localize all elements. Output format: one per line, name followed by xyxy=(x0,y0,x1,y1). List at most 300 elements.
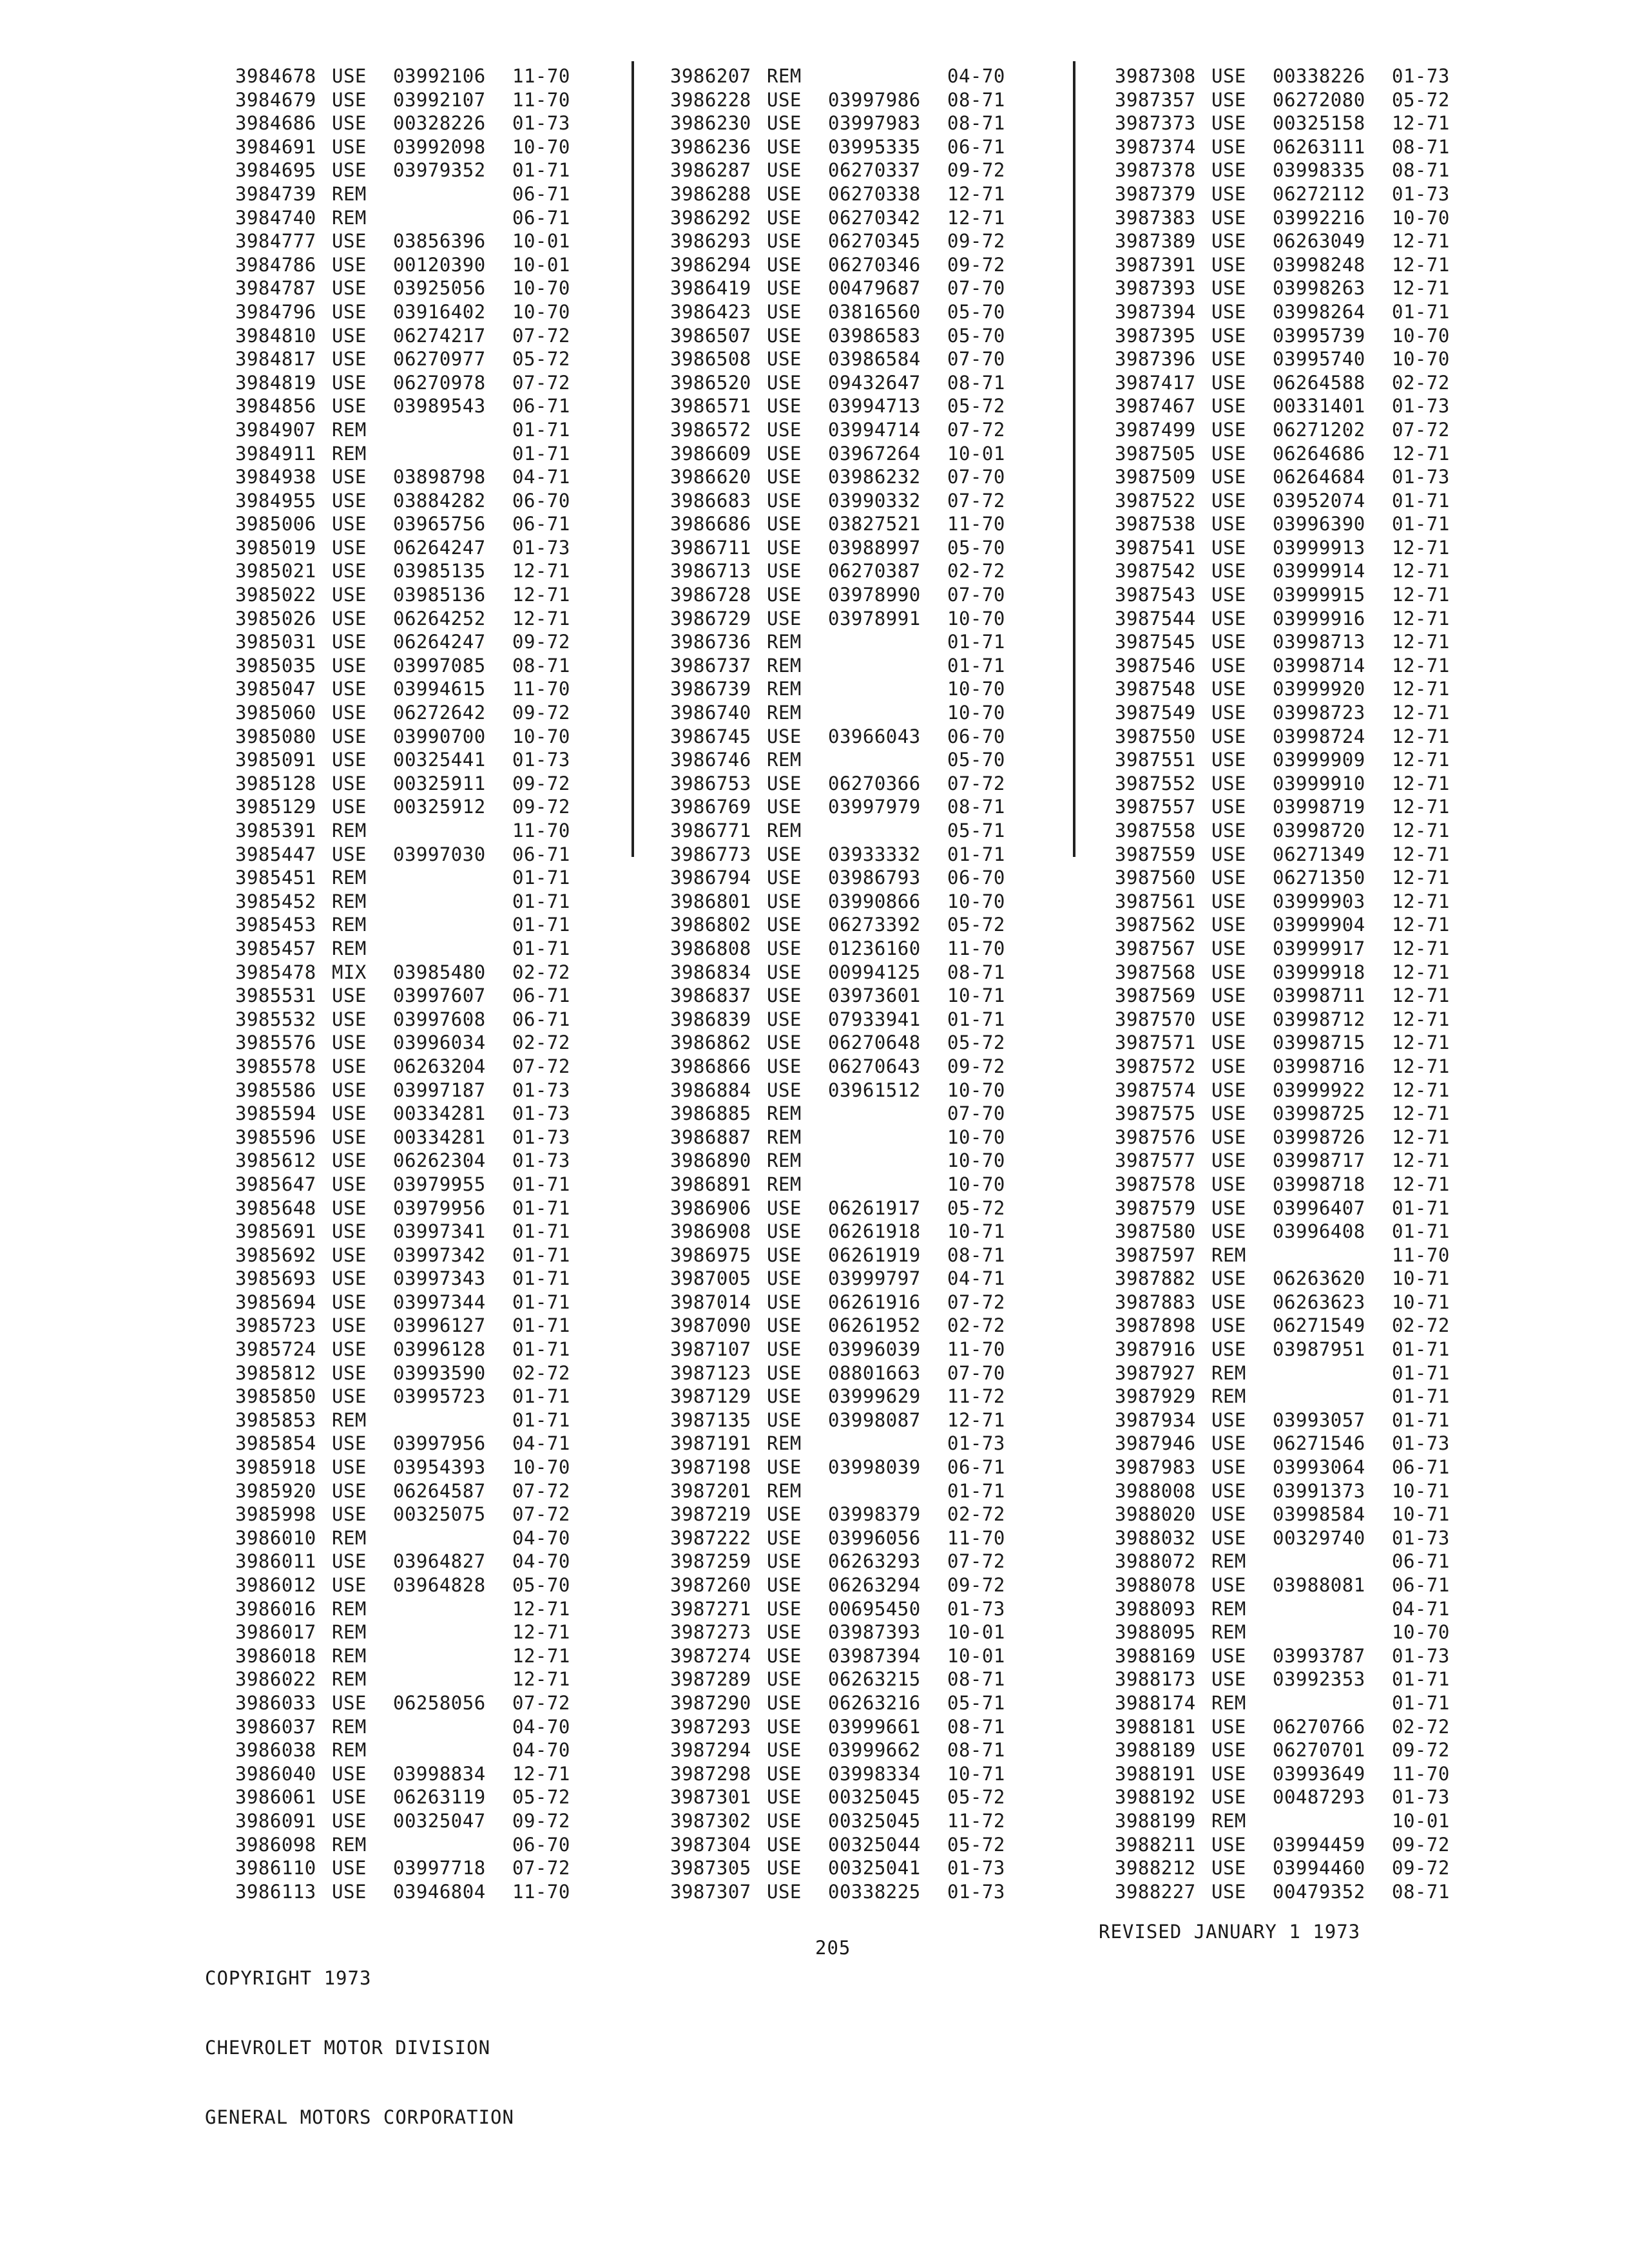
action-code: REM xyxy=(767,820,802,841)
replacement-part-number: 03998335 xyxy=(1273,159,1365,182)
effective-date: 08-71 xyxy=(1392,135,1450,158)
effective-date: 11-70 xyxy=(947,1526,1005,1549)
part-number: 3986040 xyxy=(235,1762,316,1785)
table-row xyxy=(1115,866,1463,890)
replacement-part-number: 06272080 xyxy=(1273,88,1365,111)
action-code: REM xyxy=(1211,1691,1246,1714)
effective-date: 01-71 xyxy=(1392,513,1450,535)
effective-date: 10-01 xyxy=(947,1644,1005,1667)
table-row xyxy=(670,442,1018,466)
table-row xyxy=(235,1196,583,1220)
effective-date: 06-71 xyxy=(1392,1456,1450,1479)
action-code: USE xyxy=(767,1032,802,1054)
table-row xyxy=(235,206,583,230)
replacement-part-number: 03987951 xyxy=(1273,1338,1365,1361)
effective-date: 05-72 xyxy=(947,914,1005,936)
table-row xyxy=(235,1149,583,1173)
action-code: REM xyxy=(767,1102,802,1125)
table-row xyxy=(235,394,583,418)
replacement-part-number: 03987393 xyxy=(828,1621,921,1644)
table-row xyxy=(235,324,583,348)
table-row xyxy=(235,1432,583,1456)
effective-date: 12-71 xyxy=(1392,654,1450,677)
replacement-part-number: 03992216 xyxy=(1273,206,1365,229)
table-row xyxy=(1115,159,1463,182)
action-code: USE xyxy=(767,584,802,606)
part-number: 3987273 xyxy=(670,1621,751,1644)
part-number: 3986230 xyxy=(670,112,751,135)
replacement-part-number: 03997030 xyxy=(393,843,486,865)
part-number: 3984938 xyxy=(235,466,316,488)
replacement-part-number: 06270766 xyxy=(1273,1715,1365,1738)
action-code: USE xyxy=(1211,1880,1246,1903)
replacement-part-number: 03986793 xyxy=(828,867,921,889)
table-row xyxy=(235,88,583,112)
part-number: 3987522 xyxy=(1115,489,1196,512)
table-row xyxy=(1115,630,1463,654)
table-row xyxy=(670,772,1018,796)
action-code: USE xyxy=(767,1291,802,1313)
replacement-part-number: 06261916 xyxy=(828,1291,921,1313)
part-number: 3986773 xyxy=(670,843,751,865)
table-row xyxy=(1115,182,1463,206)
table-row xyxy=(670,1173,1018,1196)
part-number: 3988212 xyxy=(1115,1857,1196,1879)
replacement-part-number: 03986232 xyxy=(828,466,921,488)
replacement-part-number: 03990866 xyxy=(828,890,921,912)
table-row xyxy=(670,1597,1018,1621)
effective-date: 06-71 xyxy=(512,513,570,535)
replacement-part-number: 06263216 xyxy=(828,1691,921,1714)
table-row xyxy=(1115,1785,1463,1809)
part-number: 3985060 xyxy=(235,702,316,724)
replacement-part-number: 00325045 xyxy=(828,1809,921,1832)
replacement-part-number: 06270346 xyxy=(828,253,921,276)
effective-date: 01-73 xyxy=(947,1432,1005,1455)
table-row xyxy=(1115,654,1463,678)
replacement-part-number: 03816560 xyxy=(828,300,921,323)
effective-date: 12-71 xyxy=(1392,1173,1450,1195)
action-code: USE xyxy=(1211,1739,1246,1762)
part-number: 3987307 xyxy=(670,1880,751,1903)
part-number: 3987927 xyxy=(1115,1361,1196,1384)
replacement-part-number: 03985135 xyxy=(393,560,486,582)
action-code: USE xyxy=(332,1361,367,1384)
part-number: 3987568 xyxy=(1115,961,1196,983)
effective-date: 01-71 xyxy=(512,1385,570,1408)
part-number: 3987090 xyxy=(670,1314,751,1337)
action-code: USE xyxy=(1211,536,1246,559)
effective-date: 05-72 xyxy=(947,1032,1005,1054)
replacement-part-number: 03994459 xyxy=(1273,1833,1365,1856)
effective-date: 12-71 xyxy=(1392,584,1450,606)
table-row xyxy=(235,1597,583,1621)
replacement-part-number: 06261952 xyxy=(828,1314,921,1337)
part-number: 3986753 xyxy=(670,772,751,794)
action-code: USE xyxy=(767,1833,802,1856)
replacement-part-number: 03898798 xyxy=(393,466,486,488)
part-number: 3986908 xyxy=(670,1220,751,1243)
replacement-part-number: 03993649 xyxy=(1273,1762,1365,1785)
action-code: USE xyxy=(767,1338,802,1361)
effective-date: 10-01 xyxy=(947,1621,1005,1644)
table-row xyxy=(670,725,1018,749)
action-code: USE xyxy=(1211,1291,1246,1313)
table-row xyxy=(235,630,583,654)
replacement-part-number: 03990700 xyxy=(393,725,486,747)
table-row xyxy=(1115,1597,1463,1621)
table-row xyxy=(670,748,1018,772)
replacement-part-number: 06264247 xyxy=(393,536,486,559)
part-number: 3986808 xyxy=(670,937,751,959)
action-code: REM xyxy=(767,631,802,653)
part-number: 3984819 xyxy=(235,371,316,394)
replacement-part-number: 03994713 xyxy=(828,395,921,418)
table-row xyxy=(670,1338,1018,1361)
part-number: 3984796 xyxy=(235,300,316,323)
action-code: USE xyxy=(767,159,802,182)
part-number: 3985594 xyxy=(235,1102,316,1125)
effective-date: 02-72 xyxy=(947,560,1005,582)
part-number: 3988078 xyxy=(1115,1574,1196,1596)
replacement-part-number: 03997342 xyxy=(393,1244,486,1266)
table-row xyxy=(235,1102,583,1126)
part-number: 3987374 xyxy=(1115,135,1196,158)
part-number: 3987574 xyxy=(1115,1079,1196,1101)
part-number: 3987550 xyxy=(1115,725,1196,747)
action-code: USE xyxy=(1211,1715,1246,1738)
table-row xyxy=(1115,1079,1463,1102)
effective-date: 12-71 xyxy=(1392,1126,1450,1148)
part-number: 3988191 xyxy=(1115,1762,1196,1785)
action-code: USE xyxy=(332,1102,367,1125)
effective-date: 05-72 xyxy=(947,1833,1005,1856)
part-number: 3984739 xyxy=(235,182,316,205)
action-code: USE xyxy=(767,513,802,535)
replacement-part-number: 06263215 xyxy=(828,1668,921,1691)
part-number: 3984911 xyxy=(235,442,316,465)
action-code: REM xyxy=(332,206,367,229)
table-row xyxy=(235,1220,583,1244)
replacement-part-number: 03979955 xyxy=(393,1173,486,1195)
replacement-part-number: 03996039 xyxy=(828,1338,921,1361)
table-row xyxy=(1115,253,1463,277)
action-code: USE xyxy=(767,371,802,394)
table-row xyxy=(235,1762,583,1786)
part-number: 3987129 xyxy=(670,1385,751,1408)
part-number: 3987389 xyxy=(1115,230,1196,253)
effective-date: 08-71 xyxy=(947,88,1005,111)
table-row xyxy=(670,1008,1018,1032)
table-row xyxy=(1115,1432,1463,1456)
effective-date: 11-70 xyxy=(512,678,570,700)
replacement-part-number: 03999797 xyxy=(828,1267,921,1290)
effective-date: 01-71 xyxy=(1392,1196,1450,1219)
table-row xyxy=(235,1173,583,1196)
table-row xyxy=(1115,1361,1463,1385)
column-divider-1 xyxy=(631,61,634,857)
table-row xyxy=(670,418,1018,442)
action-code: USE xyxy=(767,206,802,229)
action-code: USE xyxy=(767,88,802,111)
effective-date: 11-70 xyxy=(1392,1762,1450,1785)
effective-date: 01-71 xyxy=(512,442,570,465)
part-number: 3986091 xyxy=(235,1809,316,1832)
replacement-part-number: 06270345 xyxy=(828,230,921,253)
replacement-part-number: 03999922 xyxy=(1273,1079,1365,1101)
action-code: USE xyxy=(767,1008,802,1030)
table-row xyxy=(1115,1314,1463,1338)
effective-date: 08-71 xyxy=(1392,159,1450,182)
part-number: 3986061 xyxy=(235,1786,316,1809)
effective-date: 09-72 xyxy=(1392,1833,1450,1856)
table-row xyxy=(235,111,583,135)
action-code: USE xyxy=(1211,300,1246,323)
part-number: 3985022 xyxy=(235,584,316,606)
action-code: USE xyxy=(332,1385,367,1408)
part-number: 3985129 xyxy=(235,796,316,818)
table-row xyxy=(1115,1408,1463,1432)
action-code: USE xyxy=(332,159,367,182)
action-code: USE xyxy=(1211,324,1246,347)
effective-date: 04-71 xyxy=(512,1432,570,1455)
table-row xyxy=(670,182,1018,206)
effective-date: 07-72 xyxy=(512,1857,570,1879)
replacement-part-number: 03995740 xyxy=(1273,348,1365,370)
table-row xyxy=(1115,1149,1463,1173)
action-code: REM xyxy=(332,1668,367,1691)
table-row xyxy=(235,442,583,466)
table-row xyxy=(235,64,583,88)
part-number: 3985391 xyxy=(235,820,316,841)
effective-date: 12-71 xyxy=(512,1762,570,1785)
effective-date: 05-72 xyxy=(512,1786,570,1809)
action-code: USE xyxy=(332,230,367,253)
action-code: USE xyxy=(332,536,367,559)
table-row xyxy=(235,1503,583,1526)
action-code: USE xyxy=(1211,135,1246,158)
effective-date: 12-71 xyxy=(512,560,570,582)
replacement-part-number: 06263623 xyxy=(1273,1291,1365,1313)
part-number: 3984695 xyxy=(235,159,316,182)
effective-date: 01-71 xyxy=(512,1244,570,1266)
table-row xyxy=(235,1385,583,1408)
replacement-part-number: 06263293 xyxy=(828,1550,921,1573)
action-code: USE xyxy=(767,1408,802,1431)
action-code: USE xyxy=(767,135,802,158)
copyright-line-1: COPYRIGHT 1973 xyxy=(205,1967,372,1989)
part-number: 3987946 xyxy=(1115,1432,1196,1455)
effective-date: 04-70 xyxy=(512,1715,570,1738)
table-row xyxy=(235,1361,583,1385)
effective-date: 12-71 xyxy=(512,1644,570,1667)
table-row xyxy=(670,890,1018,914)
action-code: USE xyxy=(1211,1196,1246,1219)
part-number: 3987293 xyxy=(670,1715,751,1738)
action-code: USE xyxy=(1211,1503,1246,1526)
part-number: 3987572 xyxy=(1115,1055,1196,1077)
action-code: USE xyxy=(332,466,367,488)
action-code: REM xyxy=(1211,1597,1246,1620)
effective-date: 06-71 xyxy=(512,1008,570,1030)
table-row xyxy=(670,1691,1018,1715)
effective-date: 12-71 xyxy=(1392,749,1450,771)
replacement-part-number: 06273392 xyxy=(828,914,921,936)
table-row xyxy=(670,88,1018,112)
part-number: 3987883 xyxy=(1115,1291,1196,1313)
part-number: 3988169 xyxy=(1115,1644,1196,1667)
table-row xyxy=(235,229,583,253)
effective-date: 11-70 xyxy=(947,513,1005,535)
action-code: USE xyxy=(332,1880,367,1903)
replacement-part-number: 03998584 xyxy=(1273,1503,1365,1526)
replacement-part-number: 03998264 xyxy=(1273,300,1365,323)
part-number: 3985853 xyxy=(235,1408,316,1431)
revised-date: REVISED JANUARY 1 1973 xyxy=(1099,1921,1361,1943)
effective-date: 01-73 xyxy=(512,112,570,135)
effective-date: 10-01 xyxy=(947,442,1005,465)
table-row xyxy=(1115,1715,1463,1739)
table-row xyxy=(670,253,1018,277)
part-number: 3986609 xyxy=(670,442,751,465)
action-code: USE xyxy=(1211,348,1246,370)
table-row xyxy=(670,961,1018,985)
table-row xyxy=(1115,1008,1463,1032)
action-code: USE xyxy=(767,890,802,912)
action-code: USE xyxy=(767,1880,802,1903)
action-code: USE xyxy=(332,1432,367,1455)
effective-date: 10-71 xyxy=(947,985,1005,1007)
part-number: 3985447 xyxy=(235,843,316,865)
part-number: 3987578 xyxy=(1115,1173,1196,1195)
part-number: 3987559 xyxy=(1115,843,1196,865)
effective-date: 01-71 xyxy=(947,654,1005,677)
action-code: USE xyxy=(1211,182,1246,205)
action-code: USE xyxy=(767,442,802,465)
effective-date: 07-72 xyxy=(512,371,570,394)
effective-date: 08-71 xyxy=(947,1739,1005,1762)
table-row xyxy=(670,1503,1018,1526)
effective-date: 10-71 xyxy=(947,1220,1005,1243)
replacement-part-number: 03999910 xyxy=(1273,772,1365,794)
replacement-part-number: 03925056 xyxy=(393,277,486,300)
part-number: 3987301 xyxy=(670,1786,751,1809)
replacement-part-number: 00479352 xyxy=(1273,1880,1365,1903)
part-number: 3987302 xyxy=(670,1809,751,1832)
table-row xyxy=(1115,1267,1463,1291)
action-code: USE xyxy=(332,371,367,394)
part-number: 3987417 xyxy=(1115,371,1196,394)
replacement-part-number: 03996127 xyxy=(393,1314,486,1337)
part-number: 3987561 xyxy=(1115,890,1196,912)
part-number: 3988192 xyxy=(1115,1786,1196,1809)
effective-date: 09-72 xyxy=(947,1574,1005,1596)
effective-date: 05-72 xyxy=(947,395,1005,418)
part-number: 3988173 xyxy=(1115,1668,1196,1691)
part-number: 3986884 xyxy=(670,1079,751,1101)
table-row xyxy=(670,371,1018,395)
replacement-part-number: 03986583 xyxy=(828,324,921,347)
part-number: 3986016 xyxy=(235,1597,316,1620)
part-number: 3986801 xyxy=(670,890,751,912)
replacement-part-number: 06264247 xyxy=(393,631,486,653)
part-number: 3987304 xyxy=(670,1833,751,1856)
effective-date: 07-72 xyxy=(512,324,570,347)
effective-date: 07-70 xyxy=(947,466,1005,488)
table-row xyxy=(235,371,583,395)
copyright-line-2: CHEVROLET MOTOR DIVISION xyxy=(205,2037,491,2059)
table-row xyxy=(235,1620,583,1644)
part-number: 3987916 xyxy=(1115,1338,1196,1361)
part-number: 3987546 xyxy=(1115,654,1196,677)
action-code: USE xyxy=(767,1691,802,1714)
action-code: REM xyxy=(1211,1385,1246,1408)
table-row xyxy=(235,465,583,489)
effective-date: 01-73 xyxy=(1392,466,1450,488)
replacement-part-number: 00325075 xyxy=(393,1503,486,1526)
table-row xyxy=(1115,1173,1463,1196)
table-row xyxy=(235,159,583,182)
table-row xyxy=(1115,795,1463,819)
table-row xyxy=(670,1667,1018,1691)
part-number: 3986292 xyxy=(670,206,751,229)
effective-date: 04-70 xyxy=(512,1550,570,1573)
replacement-part-number: 03995723 xyxy=(393,1385,486,1408)
table-row xyxy=(235,1408,583,1432)
replacement-part-number: 03998726 xyxy=(1273,1126,1365,1148)
table-row xyxy=(1115,1338,1463,1361)
action-code: USE xyxy=(1211,65,1246,87)
table-row xyxy=(235,913,583,937)
part-number: 3986745 xyxy=(670,725,751,747)
action-code: REM xyxy=(767,678,802,700)
part-number: 3987396 xyxy=(1115,348,1196,370)
page-number: 205 xyxy=(815,1937,851,1959)
part-number: 3986975 xyxy=(670,1244,751,1266)
part-number: 3988174 xyxy=(1115,1691,1196,1714)
action-code: USE xyxy=(1211,772,1246,794)
replacement-part-number: 03998039 xyxy=(828,1456,921,1479)
replacement-part-number: 03999916 xyxy=(1273,607,1365,629)
table-row xyxy=(1115,890,1463,914)
replacement-part-number: 03998712 xyxy=(1273,1008,1365,1030)
part-number: 3987549 xyxy=(1115,702,1196,724)
effective-date: 08-71 xyxy=(947,961,1005,983)
action-code: USE xyxy=(332,1196,367,1219)
part-number: 3986572 xyxy=(670,418,751,441)
effective-date: 12-71 xyxy=(1392,442,1450,465)
part-number: 3987983 xyxy=(1115,1456,1196,1479)
action-code: USE xyxy=(332,1008,367,1030)
part-number: 3987577 xyxy=(1115,1149,1196,1172)
table-row xyxy=(670,1244,1018,1267)
replacement-part-number: 00334281 xyxy=(393,1102,486,1125)
table-row xyxy=(235,748,583,772)
effective-date: 07-70 xyxy=(947,1102,1005,1125)
action-code: USE xyxy=(332,135,367,158)
action-code: REM xyxy=(767,65,802,87)
table-row xyxy=(235,890,583,914)
table-row xyxy=(1115,819,1463,843)
table-row xyxy=(670,111,1018,135)
replacement-part-number: 03990332 xyxy=(828,489,921,512)
action-code: REM xyxy=(332,1526,367,1549)
replacement-part-number: 00334281 xyxy=(393,1126,486,1148)
action-code: USE xyxy=(1211,1102,1246,1125)
table-row xyxy=(235,866,583,890)
part-number: 3984686 xyxy=(235,112,316,135)
action-code: USE xyxy=(332,1479,367,1502)
